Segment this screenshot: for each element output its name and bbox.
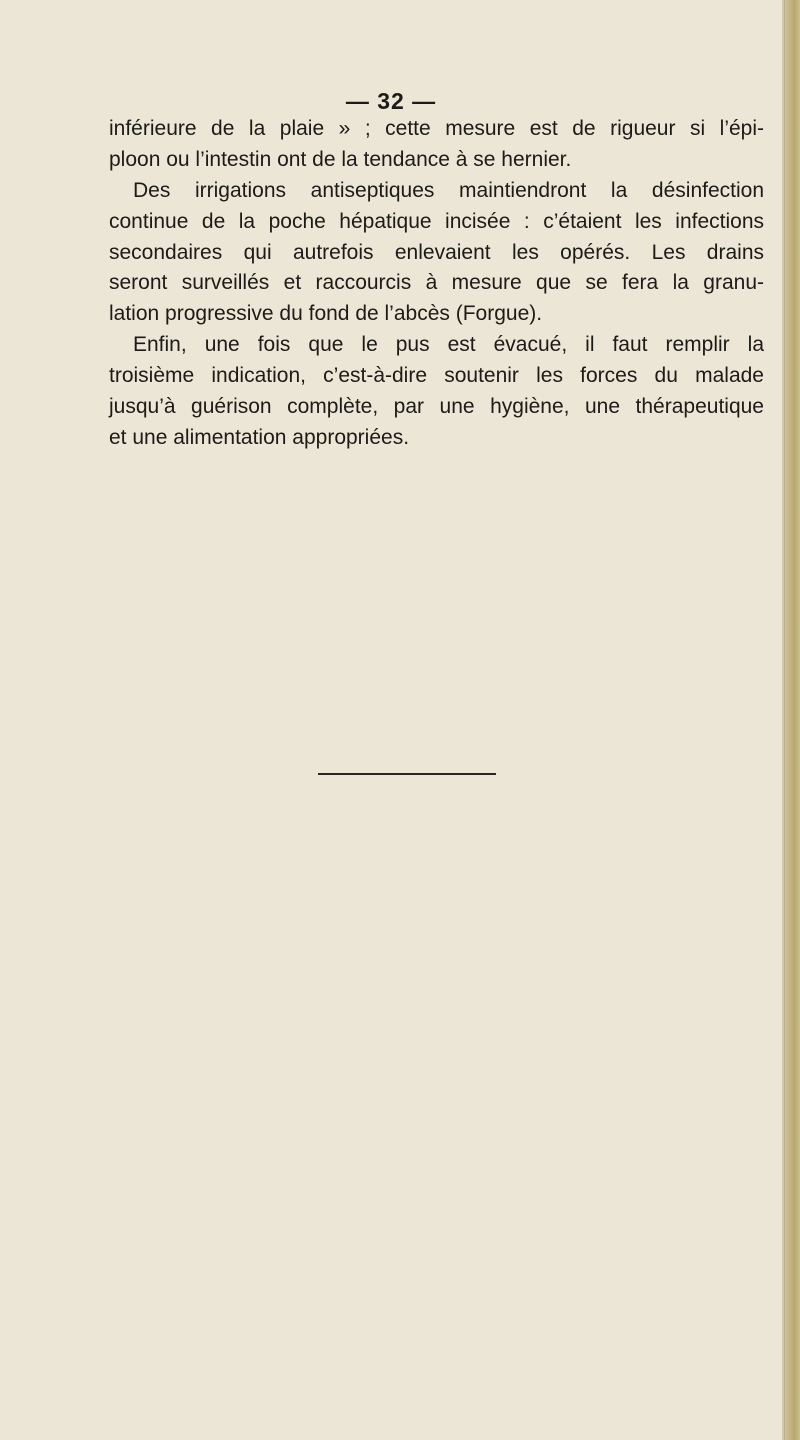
body-text: [109, 114, 764, 454]
text-line: inférieure de la plaie » ; cette mesure est de rigueur si l’épi-: [109, 117, 764, 140]
page-edge: [782, 0, 800, 1440]
text-line: lation progressive du fond de l’abcès (Forgue).: [109, 302, 543, 326]
text-line: continue de la poche hépatique incisée : c’étaient les infections: [109, 209, 764, 233]
text-line: Des irrigations antiseptiques maintiendront la désinfection: [133, 178, 764, 202]
section-divider: [318, 773, 496, 775]
text-line: et une alimentation appropriées.: [109, 425, 410, 449]
page-number: — 32 —: [345, 88, 437, 114]
text-line: secondaires qui autrefois enlevaient les opérés. Les drains: [109, 240, 764, 264]
text-line: ploon ou l’intestin ont de la tendance à se hernier.: [109, 147, 572, 171]
text-line: seront surveillés et raccourcis à mesure que se fera la granu-: [109, 271, 764, 295]
text-line: jusqu’à guérison complète, par une hygiène, une thérapeutique: [109, 395, 764, 419]
text-line: Enfin, une fois que le pus est évacué, il faut remplir la: [133, 333, 764, 357]
text-line: troisième indication, c’est-à-dire soutenir les forces du malade: [109, 364, 764, 388]
